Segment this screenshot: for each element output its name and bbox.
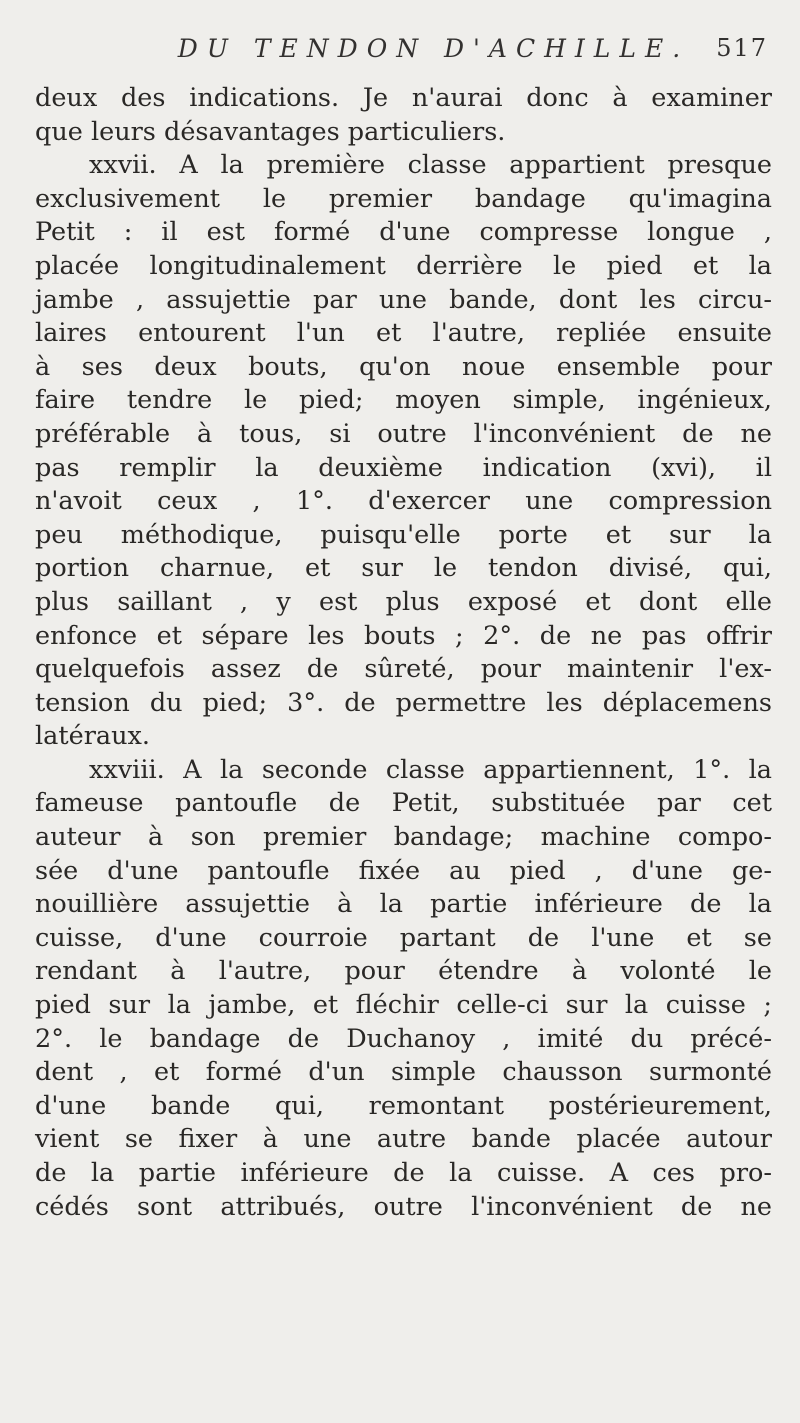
text-line: rendant à l'autre, pour étendre à volonté le	[35, 956, 772, 987]
text-line: faire tendre le pied; moyen simple, ingénieux,	[35, 385, 772, 416]
paragraph-start-line: xxvii. A la première classe appartient presque	[89, 150, 772, 181]
text-line: sée d'une pantoufle fixée au pied , d'une ge-	[35, 855, 772, 886]
text-line: nouillière assujettie à la partie inférieure de la	[35, 889, 772, 920]
text-line: à ses deux bouts, qu'on noue ensemble pour	[35, 351, 772, 382]
text-line: plus saillant , y est plus exposé et dont elle	[35, 586, 772, 617]
text-line: portion charnue, et sur le tendon divisé, qui,	[35, 553, 772, 584]
text-line: auteur à son premier bandage; machine compo-	[35, 822, 772, 853]
text-line: vient se fixer à une autre bande placée autour	[35, 1124, 772, 1155]
paragraph-start-line: xxviii. A la seconde classe appartiennent, 1°. la	[89, 754, 772, 785]
page-number: 517	[716, 34, 768, 62]
text-line: cuisse, d'une courroie partant de l'une et se	[35, 922, 772, 953]
text-line: quelquefois assez de sûreté, pour maintenir l'ex-	[35, 654, 772, 685]
text-line: cédés sont attribués, outre l'inconvénient de ne	[35, 1191, 772, 1222]
text-line: tension du pied; 3°. de permettre les déplacemens	[35, 687, 772, 718]
text-line: placée longitudinalement derrière le pied et la	[35, 250, 772, 281]
running-head	[35, 34, 772, 76]
text-line: 2°. le bandage de Duchanoy , imité du précé-	[35, 1023, 772, 1054]
text-line: que leurs désavantages particuliers.	[35, 116, 506, 147]
text-line: deux des indications. Je n'aurai donc à examiner	[35, 83, 772, 113]
text-line: n'avoit ceux , 1°. d'exercer une compression	[35, 486, 772, 517]
text-line: Petit : il est formé d'une compresse longue ,	[35, 217, 772, 248]
text-line: dent , et formé d'un simple chausson surmonté	[35, 1057, 772, 1088]
text-line: d'une bande qui, remontant postérieurement,	[35, 1090, 772, 1121]
text-line: enfonce et sépare les bouts ; 2°. de ne pas offrir	[35, 620, 772, 651]
body-text	[35, 82, 772, 1224]
running-title: DU TENDON D'ACHILLE.	[177, 34, 690, 63]
text-line: pas remplir la deuxième indication (xvi), il	[35, 452, 772, 483]
text-line: fameuse pantoufle de Petit, substituée par cet	[35, 788, 772, 819]
text-line: préférable à tous, si outre l'inconvénient de ne	[35, 418, 772, 449]
text-line: jambe , assujettie par une bande, dont les circu-	[35, 284, 772, 315]
text-line: de la partie inférieure de la cuisse. A ces pro-	[35, 1158, 772, 1188]
text-line: laires entourent l'un et l'autre, repliée ensuite	[35, 318, 772, 349]
text-line: peu méthodique, puisqu'elle porte et sur la	[35, 519, 772, 550]
text-line: pied sur la jambe, et fléchir celle-ci sur la cuisse ;	[35, 990, 772, 1021]
text-line: exclusivement le premier bandage qu'imagina	[35, 183, 772, 214]
text-line: latéraux.	[35, 721, 150, 752]
